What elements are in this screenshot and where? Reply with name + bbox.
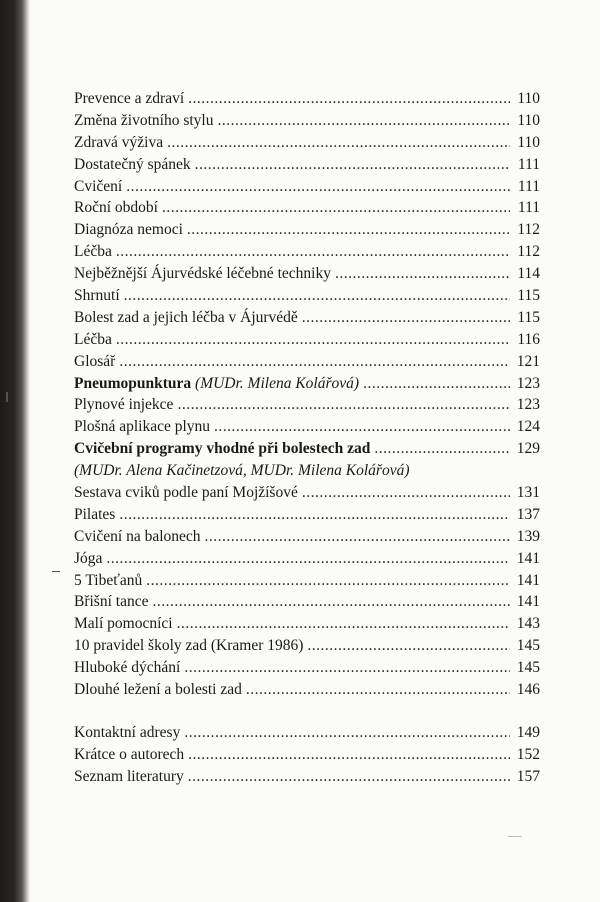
toc-entry-title: Dostatečný spánek [74, 155, 191, 173]
toc-entry-title: Dlouhé ležení a bolesti zad [74, 681, 242, 699]
toc-entry [74, 394, 540, 416]
toc-entry-title: 5 Tibeťanů [74, 571, 143, 589]
dot-leader [246, 679, 510, 701]
toc-entry-title: Shrnutí [74, 287, 120, 305]
toc-entry-title: Malí pomocníci [74, 615, 173, 633]
toc-entry-page: 143 [516, 615, 540, 633]
toc-entry-title: Seznam literatury [74, 767, 184, 785]
toc-entry-title: Hluboké dýchání [74, 659, 181, 677]
toc-entry-title: Bolest zad a jejich léčba v Ájurvédě [74, 308, 298, 326]
toc-entry-page: 115 [517, 308, 540, 326]
dot-leader [302, 482, 510, 504]
toc-entry-page: 146 [516, 681, 540, 699]
chapter-title-text: Pneumopunktura [74, 374, 192, 392]
toc-entry-page: 141 [516, 593, 540, 611]
book-spine-shadow [0, 0, 30, 902]
dot-leader [177, 613, 510, 635]
dot-leader [195, 154, 510, 176]
toc-entry-title: Léčba [74, 330, 112, 348]
dot-leader [188, 88, 510, 110]
toc-entry-page: 145 [516, 637, 540, 655]
table-of-contents [74, 88, 540, 788]
toc-entry-title: Pilates [74, 505, 116, 523]
dot-leader [146, 570, 510, 592]
toc-chapter-entry [74, 438, 540, 460]
toc-entry-page: 111 [517, 177, 540, 195]
toc-entry-page: 145 [516, 659, 540, 677]
dot-leader [307, 635, 510, 657]
toc-entry-title: Diagnóza nemoci [74, 221, 183, 239]
toc-entry [74, 657, 540, 679]
toc-entry [74, 351, 540, 373]
toc-entry-title: Sestava cviků podle paní Mojžíšové [74, 484, 298, 502]
dot-leader [302, 307, 510, 329]
toc-entry [74, 591, 540, 613]
toc-entry-page: 112 [517, 243, 540, 261]
toc-entry-title: Léčba [74, 243, 112, 261]
toc-entry [74, 241, 540, 263]
dot-leader [126, 176, 510, 198]
toc-entry-title: Kontaktní adresy [74, 723, 181, 741]
toc-chapter-entry [74, 373, 540, 395]
toc-entry-title: Cvičení na balonech [74, 527, 201, 545]
toc-entry-page: 149 [516, 723, 540, 741]
toc-entry-page: 141 [516, 571, 540, 589]
toc-entry-page: 129 [516, 440, 540, 458]
toc-entry [74, 154, 540, 176]
toc-chapter-authors [74, 460, 540, 482]
toc-entry-title: Plošná aplikace plynu [74, 418, 211, 436]
toc-chapter-title [74, 373, 359, 395]
toc-entry-page: 114 [517, 265, 540, 283]
chapter-authors: (MUDr. Milena Kolářová) [195, 374, 360, 392]
dot-leader [177, 394, 510, 416]
toc-entry [74, 526, 540, 548]
margin-mark [52, 571, 60, 572]
toc-entry-title: Nejběžnější Ájurvédské léčebné techniky [74, 265, 331, 283]
toc-entry-page: 157 [516, 767, 540, 785]
toc-entry-title: Zdravá výživa [74, 133, 164, 151]
dot-leader [184, 722, 510, 744]
dot-leader [217, 110, 510, 132]
toc-entry-page: 123 [516, 374, 540, 392]
dot-leader [335, 263, 510, 285]
dot-leader [119, 504, 510, 526]
toc-entry-title: Břišní tance [74, 593, 149, 611]
toc-entry [74, 679, 540, 701]
toc-entry-page: 124 [516, 418, 540, 436]
toc-entry-page: 111 [517, 155, 540, 173]
dot-leader [188, 744, 510, 766]
toc-entry-title: Roční období [74, 199, 158, 217]
section-gap [74, 701, 540, 722]
toc-entry-title: Prevence a zdraví [74, 90, 185, 107]
toc-entry [74, 176, 540, 198]
dot-leader [106, 548, 510, 570]
dot-leader [167, 132, 510, 154]
toc-entry [74, 285, 540, 307]
chapter-title-text: Cvičební programy vhodné při bolestech zad [74, 440, 371, 458]
toc-entry-page: 152 [516, 745, 540, 763]
toc-entry-title: Krátce o autorech [74, 745, 185, 763]
toc-entry-page: 110 [517, 111, 540, 129]
toc-entry-page: 121 [516, 352, 540, 370]
dot-leader [363, 373, 510, 395]
toc-entry-title: 10 pravidel školy zad (Kramer 1986) [74, 637, 304, 655]
toc-entry-page: 115 [517, 287, 540, 305]
dot-leader [116, 241, 510, 263]
dot-leader [152, 591, 510, 613]
dot-leader [187, 219, 510, 241]
toc-entry [74, 329, 540, 351]
toc-entry [74, 570, 540, 592]
dot-leader [374, 438, 510, 460]
toc-entry [74, 416, 540, 438]
toc-entry [74, 613, 540, 635]
dot-leader [184, 657, 510, 679]
dot-leader [124, 285, 510, 307]
dot-leader [188, 766, 510, 788]
chapter-authors: (MUDr. Alena Kačinetzová, MUDr. Milena Kolářová) [74, 462, 410, 480]
toc-entry [74, 744, 540, 766]
toc-entry [74, 88, 540, 110]
toc-entry [74, 110, 540, 132]
margin-mark [508, 836, 522, 837]
toc-entry [74, 504, 540, 526]
toc-entry-page: 116 [517, 330, 540, 348]
toc-entry [74, 482, 540, 504]
dot-leader [116, 329, 510, 351]
toc-entry-title: Změna životního stylu [74, 111, 214, 129]
toc-entry-page: 123 [516, 396, 540, 414]
toc-entry-title: Plynové injekce [74, 396, 174, 414]
toc-entry [74, 635, 540, 657]
margin-mark [6, 392, 8, 402]
toc-entry-page: 112 [517, 221, 540, 239]
toc-entry [74, 722, 540, 744]
toc-entry-title: Cvičení [74, 177, 123, 195]
toc-entry [74, 263, 540, 285]
toc-entry-page: 131 [516, 484, 540, 502]
toc-entry-title: Glosář [74, 352, 116, 370]
toc-entry-page: 110 [517, 133, 540, 151]
toc-entry [74, 307, 540, 329]
dot-leader [119, 351, 510, 373]
toc-entry [74, 548, 540, 570]
dot-leader [205, 526, 510, 548]
toc-entry [74, 219, 540, 241]
dot-leader [162, 197, 510, 219]
toc-entry-page: 141 [516, 549, 540, 567]
toc-entry-page: 137 [516, 505, 540, 523]
toc-entry [74, 766, 540, 788]
toc-entry [74, 132, 540, 154]
toc-entry-title: Jóga [74, 549, 103, 567]
toc-entry-page: 111 [517, 199, 540, 217]
toc-entry-page: 110 [517, 90, 540, 107]
dot-leader [214, 416, 510, 438]
toc-entry-page: 139 [516, 527, 540, 545]
toc-entry [74, 197, 540, 219]
